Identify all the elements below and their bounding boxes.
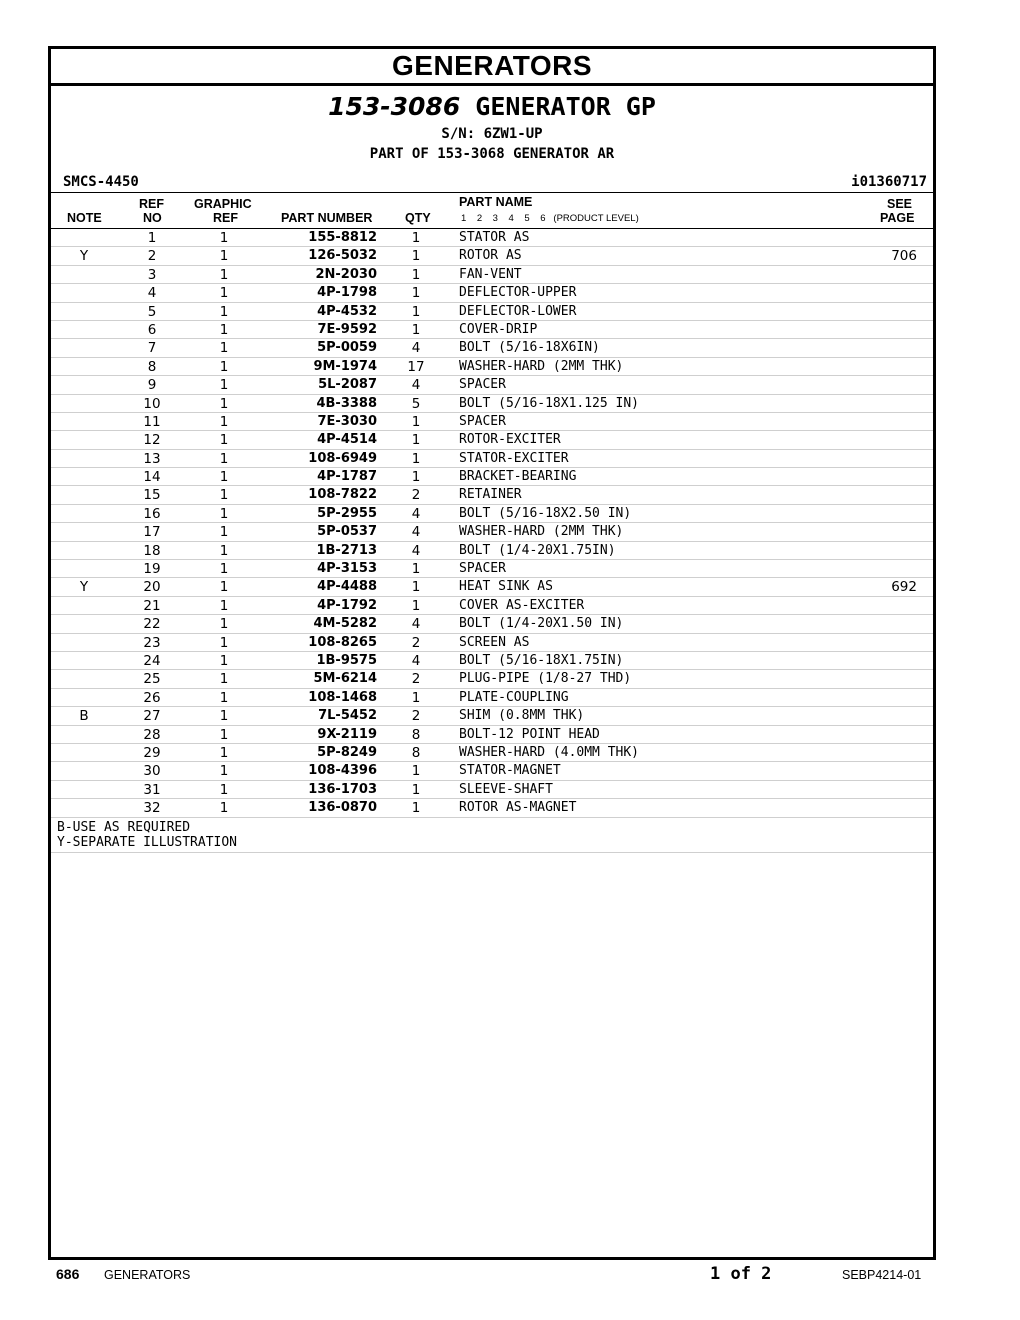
- part-name: DEFLECTOR-LOWER: [459, 303, 577, 319]
- part-ref-no: 8: [147, 358, 157, 375]
- part-qty: 1: [411, 469, 421, 486]
- note-b: B-USE AS REQUIRED: [57, 819, 191, 835]
- part-graphic-ref: 1: [219, 248, 229, 265]
- part-qty: 1: [411, 561, 421, 578]
- part-number: 4P-1792: [317, 597, 377, 613]
- group-header: [51, 86, 933, 193]
- part-qty: 1: [411, 230, 421, 246]
- part-name: PLUG-PIPE (1/8-27 THD): [459, 671, 632, 687]
- part-number: 108-1468: [308, 689, 377, 705]
- part-name: BRACKET-BEARING: [459, 469, 577, 485]
- part-qty: 1: [411, 597, 421, 614]
- part-ref-no: 25: [143, 671, 161, 688]
- part-name: PLATE-COUPLING: [459, 689, 569, 705]
- col-product-level: 1 2 3 4 5 6 (PRODUCT LEVEL): [461, 213, 639, 224]
- table-row: [51, 560, 933, 578]
- part-qty: 1: [411, 763, 421, 780]
- part-ref-no: 19: [143, 561, 161, 578]
- part-qty: 1: [411, 303, 421, 320]
- col-part-name: PART NAME: [459, 195, 533, 209]
- part-graphic-ref: 1: [219, 413, 229, 430]
- part-number: 5P-0537: [317, 524, 377, 540]
- note-y: Y-SEPARATE ILLUSTRATION: [57, 835, 238, 850]
- part-note: B: [79, 708, 89, 725]
- part-ref-no: 11: [143, 413, 161, 430]
- part-graphic-ref: 1: [219, 321, 229, 338]
- part-graphic-ref: 1: [219, 763, 229, 780]
- part-number: 5P-2955: [317, 505, 377, 521]
- footer-page-number: 686: [56, 1266, 80, 1282]
- part-name: BOLT-12 POINT HEAD: [459, 726, 600, 742]
- part-number: 4P-1798: [317, 285, 377, 301]
- table-row: [51, 578, 933, 596]
- part-ref-no: 30: [143, 763, 161, 780]
- part-ref-no: 14: [143, 469, 161, 486]
- part-ref-no: 22: [143, 616, 161, 633]
- notes-legend: [51, 818, 933, 853]
- part-ref-no: 17: [143, 524, 161, 541]
- serial-number: S/N: 6ZW1-UP: [441, 126, 543, 142]
- part-graphic-ref: 1: [219, 469, 229, 486]
- part-qty: 1: [411, 450, 421, 467]
- part-ref-no: 5: [147, 303, 157, 320]
- part-number: 136-1703: [308, 781, 377, 797]
- table-row: [51, 762, 933, 780]
- table-row: [51, 450, 933, 468]
- part-graphic-ref: 1: [219, 358, 229, 375]
- part-graphic-ref: 1: [219, 652, 229, 669]
- table-row: [51, 781, 933, 799]
- part-ref-no: 20: [143, 579, 161, 596]
- part-ref-no: 18: [143, 542, 161, 559]
- table-row: [51, 247, 933, 265]
- part-graphic-ref: 1: [219, 395, 229, 412]
- part-name: STATOR-MAGNET: [459, 763, 561, 779]
- part-number: 2N-2030: [315, 266, 377, 282]
- part-qty: 8: [411, 726, 421, 743]
- part-number: 5M-6214: [313, 671, 377, 687]
- part-number: 108-4396: [308, 763, 377, 779]
- part-qty: 1: [411, 266, 421, 283]
- part-note: Y: [79, 579, 89, 596]
- table-row: [51, 395, 933, 413]
- part-graphic-ref: 1: [219, 524, 229, 541]
- part-name: BOLT (5/16-18X1.75IN): [459, 652, 624, 668]
- part-number: 7E-9592: [317, 321, 377, 337]
- part-graphic-ref: 1: [219, 450, 229, 467]
- part-number: 5P-8249: [317, 744, 377, 760]
- part-ref-no: 21: [143, 597, 161, 614]
- part-graphic-ref: 1: [219, 781, 229, 798]
- part-ref-no: 24: [143, 652, 161, 669]
- part-qty: 4: [411, 505, 421, 522]
- part-graphic-ref: 1: [219, 726, 229, 743]
- part-number: 4P-3153: [317, 561, 377, 577]
- part-see-page: 692: [891, 579, 917, 596]
- group-name: GENERATOR GP: [475, 92, 656, 121]
- part-ref-no: 28: [143, 726, 161, 743]
- part-number: 136-0870: [308, 800, 377, 816]
- table-row: [51, 689, 933, 707]
- col-note: NOTE: [67, 211, 102, 225]
- part-qty: 1: [411, 781, 421, 798]
- part-number: 108-7822: [308, 487, 377, 503]
- table-row: [51, 339, 933, 357]
- part-ref-no: 4: [147, 285, 157, 302]
- part-name: SLEEVE-SHAFT: [459, 781, 553, 797]
- part-name: BOLT (5/16-18X1.125 IN): [459, 395, 640, 411]
- part-note: Y: [79, 248, 89, 265]
- part-qty: 1: [411, 321, 421, 338]
- table-row: [51, 670, 933, 688]
- part-graphic-ref: 1: [219, 800, 229, 817]
- part-name: SPACER: [459, 561, 506, 577]
- col-see-top: SEE: [887, 197, 913, 211]
- part-number: 7E-3030: [317, 413, 377, 429]
- part-name: ROTOR AS-MAGNET: [459, 800, 577, 816]
- part-qty: 4: [411, 340, 421, 357]
- part-graphic-ref: 1: [219, 487, 229, 504]
- table-row: [51, 431, 933, 449]
- part-graphic-ref: 1: [219, 616, 229, 633]
- part-graphic-ref: 1: [219, 266, 229, 283]
- part-ref-no: 10: [143, 395, 161, 412]
- part-graphic-ref: 1: [219, 542, 229, 559]
- part-name: RETAINER: [459, 487, 522, 503]
- part-number: 4P-1787: [317, 469, 377, 485]
- part-name: WASHER-HARD (2MM THK): [459, 358, 624, 374]
- table-row: [51, 376, 933, 394]
- page-frame: [48, 46, 936, 1260]
- part-name: COVER AS-EXCITER: [459, 597, 585, 613]
- part-ref-no: 13: [143, 450, 161, 467]
- part-number: 7L-5452: [318, 708, 377, 724]
- part-number: 126-5032: [308, 248, 377, 264]
- part-number: 4P-4514: [317, 432, 377, 448]
- col-graphic-top: GRAPHIC: [194, 197, 252, 211]
- part-name: ROTOR AS: [459, 248, 522, 264]
- part-graphic-ref: 1: [219, 377, 229, 394]
- group-title: [51, 92, 933, 121]
- part-qty: 2: [411, 487, 421, 504]
- part-graphic-ref: 1: [219, 579, 229, 596]
- part-name: BOLT (1/4-20X1.75IN): [459, 542, 616, 558]
- table-row: [51, 634, 933, 652]
- col-see-bottom: PAGE: [880, 211, 915, 225]
- part-ref-no: 12: [143, 432, 161, 449]
- table-row: [51, 542, 933, 560]
- part-of: PART OF 153-3068 GENERATOR AR: [369, 146, 615, 162]
- part-qty: 2: [411, 708, 421, 725]
- part-ref-no: 26: [143, 689, 161, 706]
- part-name: SPACER: [459, 413, 506, 429]
- part-graphic-ref: 1: [219, 561, 229, 578]
- part-number: 108-8265: [308, 634, 377, 650]
- part-number: 5P-0059: [317, 340, 377, 356]
- part-name: COVER-DRIP: [459, 321, 538, 337]
- part-ref-no: 7: [147, 340, 157, 357]
- part-ref-no: 32: [143, 800, 161, 817]
- part-ref-no: 27: [143, 708, 161, 725]
- col-ref-bottom: NO: [143, 211, 162, 225]
- part-name: BOLT (5/16-18X6IN): [459, 340, 600, 356]
- part-qty: 2: [411, 671, 421, 688]
- part-number: 4M-5282: [313, 616, 377, 632]
- part-graphic-ref: 1: [219, 597, 229, 614]
- footer-page-of: 1 of 2: [710, 1264, 772, 1284]
- part-name: WASHER-HARD (2MM THK): [459, 524, 624, 540]
- part-name: SHIM (0.8MM THK): [459, 708, 585, 724]
- footer-doc-id: SEBP4214-01: [842, 1268, 922, 1282]
- part-number: 4P-4532: [317, 303, 377, 319]
- table-row: [51, 799, 933, 817]
- col-graphic-bottom: REF: [213, 211, 238, 225]
- part-graphic-ref: 1: [219, 634, 229, 651]
- table-row: [51, 413, 933, 431]
- table-row: [51, 707, 933, 725]
- part-number: 108-6949: [308, 450, 377, 466]
- col-qty: QTY: [405, 211, 431, 225]
- table-row: [51, 229, 933, 247]
- part-ref-no: 15: [143, 487, 161, 504]
- part-qty: 2: [411, 634, 421, 651]
- part-graphic-ref: 1: [219, 285, 229, 302]
- part-ref-no: 2: [147, 248, 157, 265]
- part-qty: 4: [411, 616, 421, 633]
- table-row: [51, 615, 933, 633]
- part-ref-no: 1: [147, 230, 157, 246]
- part-graphic-ref: 1: [219, 432, 229, 449]
- column-headers: [51, 193, 933, 229]
- table-row: [51, 303, 933, 321]
- part-number: 5L-2087: [318, 377, 377, 393]
- illustration-id: i01360717: [851, 174, 927, 190]
- part-graphic-ref: 1: [219, 744, 229, 761]
- table-row: [51, 744, 933, 762]
- part-qty: 1: [411, 285, 421, 302]
- part-name: FAN-VENT: [459, 266, 522, 282]
- part-number: 4P-4488: [317, 579, 377, 595]
- part-graphic-ref: 1: [219, 505, 229, 522]
- section-title: GENERATORS: [51, 49, 933, 86]
- part-qty: 4: [411, 524, 421, 541]
- part-number: 9X-2119: [317, 726, 377, 742]
- parts-table: [51, 229, 933, 818]
- table-row: [51, 266, 933, 284]
- part-name: ROTOR-EXCITER: [459, 432, 561, 448]
- part-graphic-ref: 1: [219, 303, 229, 320]
- part-number: 1B-2713: [316, 542, 377, 558]
- part-name: STATOR AS: [459, 230, 530, 245]
- part-graphic-ref: 1: [219, 689, 229, 706]
- part-qty: 4: [411, 542, 421, 559]
- table-row: [51, 505, 933, 523]
- part-name: WASHER-HARD (4.0MM THK): [459, 744, 640, 760]
- part-qty: 1: [411, 413, 421, 430]
- part-qty: 1: [411, 432, 421, 449]
- part-number: 4B-3388: [316, 395, 377, 411]
- part-qty: 4: [411, 652, 421, 669]
- table-row: [51, 321, 933, 339]
- table-row: [51, 358, 933, 376]
- smcs-code: SMCS-4450: [63, 174, 139, 190]
- footer-section: GENERATORS: [104, 1268, 191, 1282]
- part-qty: 8: [411, 744, 421, 761]
- part-graphic-ref: 1: [219, 708, 229, 725]
- part-ref-no: 31: [143, 781, 161, 798]
- part-qty: 4: [411, 377, 421, 394]
- part-graphic-ref: 1: [219, 671, 229, 688]
- part-graphic-ref: 1: [219, 340, 229, 357]
- part-qty: 1: [411, 248, 421, 265]
- table-row: [51, 468, 933, 486]
- group-part-number: 153-3086: [328, 92, 461, 121]
- col-ref-top: REF: [139, 197, 164, 211]
- part-name: HEAT SINK AS: [459, 579, 553, 595]
- part-name: SCREEN AS: [459, 634, 530, 650]
- part-name: BOLT (1/4-20X1.50 IN): [459, 616, 624, 632]
- part-see-page: 706: [891, 248, 917, 265]
- part-name: SPACER: [459, 377, 506, 393]
- table-row: [51, 284, 933, 302]
- part-number: 9M-1974: [313, 358, 377, 374]
- part-name: DEFLECTOR-UPPER: [459, 285, 577, 301]
- table-row: [51, 486, 933, 504]
- part-graphic-ref: 1: [219, 230, 229, 246]
- part-ref-no: 16: [143, 505, 161, 522]
- part-ref-no: 29: [143, 744, 161, 761]
- part-number: 155-8812: [308, 230, 377, 245]
- part-qty: 1: [411, 689, 421, 706]
- table-row: [51, 597, 933, 615]
- col-part-number: PART NUMBER: [281, 211, 373, 225]
- table-row: [51, 726, 933, 744]
- part-ref-no: 6: [147, 321, 157, 338]
- part-qty: 1: [411, 800, 421, 817]
- part-ref-no: 9: [147, 377, 157, 394]
- table-row: [51, 523, 933, 541]
- page-footer: [0, 1264, 1020, 1288]
- part-ref-no: 3: [147, 266, 157, 283]
- table-row: [51, 652, 933, 670]
- part-name: BOLT (5/16-18X2.50 IN): [459, 505, 632, 521]
- part-qty: 5: [411, 395, 421, 412]
- part-qty: 17: [407, 358, 425, 375]
- part-number: 1B-9575: [316, 652, 377, 668]
- part-qty: 1: [411, 579, 421, 596]
- part-ref-no: 23: [143, 634, 161, 651]
- part-name: STATOR-EXCITER: [459, 450, 569, 466]
